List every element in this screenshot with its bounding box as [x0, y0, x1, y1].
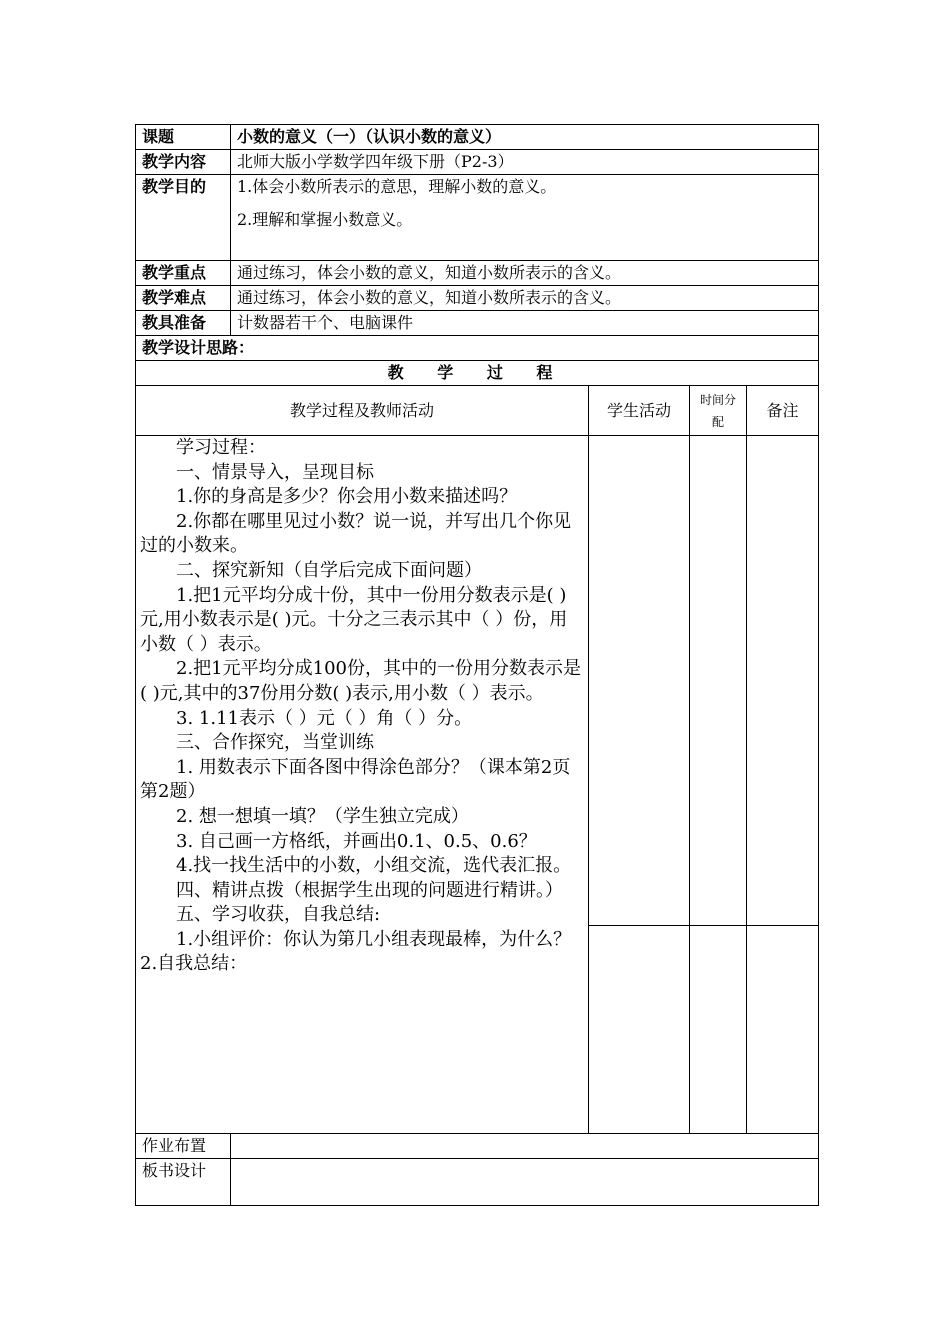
process-line: 2.把1元平均分成100份，其中的一份用分数表示是( )元,其中的37份用分数( )表示,用小数（ ）表示。 — [140, 658, 581, 704]
homework-label: 作业布置 — [136, 1134, 231, 1159]
student-activity-cell — [589, 436, 690, 926]
topic-value: 小数的意义（一）（认识小数的意义） — [231, 125, 819, 150]
process-header-row — [136, 386, 819, 436]
process-line: 3. 自己画一方格纸，并画出0.1、0.5、0.6？ — [176, 830, 537, 852]
process-line: 2. 想一想填一填？（学生独立完成） — [176, 805, 469, 827]
process-line: 1. 用数表示下面各图中得涂色部分？（课本第2页第2题） — [140, 756, 571, 803]
process-line: 四、精讲点拨（根据学生出现的问题进行精讲。） — [176, 879, 563, 901]
key-point-row — [136, 261, 819, 286]
topic-row — [136, 125, 819, 150]
goal-item: 1.体会小数所表示的意思，理解小数的意义。 — [237, 177, 557, 196]
process-lines — [140, 436, 582, 952]
process-line: 4.找一找生活中的小数，小组交流，选代表汇报。 — [176, 855, 572, 877]
teacher-activity-body — [136, 436, 589, 1134]
time-allocation-header: 时间分配 — [690, 386, 747, 436]
homework-value — [231, 1134, 819, 1159]
materials-label: 教具准备 — [136, 311, 231, 336]
goals-row — [136, 175, 819, 261]
lesson-plan-sheet — [135, 124, 818, 1206]
design-row — [136, 336, 819, 361]
time-allocation-cell — [690, 926, 747, 1134]
key-point-value: 通过练习，体会小数的意义，知道小数所表示的含义。 — [231, 261, 819, 286]
content-row — [136, 150, 819, 175]
homework-row — [136, 1134, 819, 1159]
difficulty-label: 教学难点 — [136, 286, 231, 311]
board-design-value — [231, 1159, 819, 1206]
process-title-row — [136, 361, 819, 386]
process-line: 1.小组评价：你认为第几小组表现最棒，为什么？ — [176, 928, 572, 950]
goals-label: 教学目的 — [136, 175, 231, 261]
lesson-plan-table — [135, 124, 819, 1206]
remarks-cell — [747, 926, 819, 1134]
topic-label: 课题 — [136, 125, 231, 150]
student-activity-cell — [589, 926, 690, 1134]
student-activity-header: 学生活动 — [589, 386, 690, 436]
content-value: 北师大版小学数学四年级下册（P2-3） — [231, 150, 819, 175]
process-line: 1.你的身高是多少？你会用小数来描述吗？ — [176, 486, 518, 508]
process-line: 二、探究新知（自学后完成下面问题） — [176, 559, 482, 581]
board-design-row — [136, 1159, 819, 1206]
process-line: 三、合作探究，当堂训练 — [176, 732, 374, 754]
remarks-header: 备注 — [747, 386, 819, 436]
materials-value: 计数器若干个、电脑课件 — [231, 311, 819, 336]
remarks-cell — [747, 436, 819, 926]
process-line: 一、情景导入，呈现目标 — [176, 461, 374, 483]
goals-value — [231, 175, 819, 261]
process-line: 学习过程： — [176, 437, 266, 458]
goal-item: 2.理解和掌握小数意义。 — [237, 210, 413, 229]
key-point-label: 教学重点 — [136, 261, 231, 286]
process-title: 教 学 过 程 — [136, 361, 819, 386]
time-allocation-cell — [690, 436, 747, 926]
difficulty-value: 通过练习，体会小数的意义，知道小数所表示的含义。 — [231, 286, 819, 311]
teacher-activity-header: 教学过程及教师活动 — [136, 386, 589, 436]
process-line: 五、学习收获，自我总结: — [176, 904, 381, 926]
process-line: 1.把1元平均分成十份，其中一份用分数表示是( )元,用小数表示是( )元。十分之三表示其中（ ）份，用小数（ ）表示。 — [140, 584, 568, 655]
process-last-line: 2.自我总结： — [140, 953, 248, 975]
design-label: 教学设计思路： — [136, 336, 819, 361]
process-body-row-1 — [136, 436, 819, 926]
difficulty-row — [136, 286, 819, 311]
process-line: 2.你都在哪里见过小数？说一说，并写出几个你见过的小数来。 — [140, 510, 572, 557]
board-design-label: 板书设计 — [136, 1159, 231, 1206]
materials-row — [136, 311, 819, 336]
process-line: 3. 1.11表示（ ）元（ ）角（ ）分。 — [176, 707, 473, 729]
content-label: 教学内容 — [136, 150, 231, 175]
